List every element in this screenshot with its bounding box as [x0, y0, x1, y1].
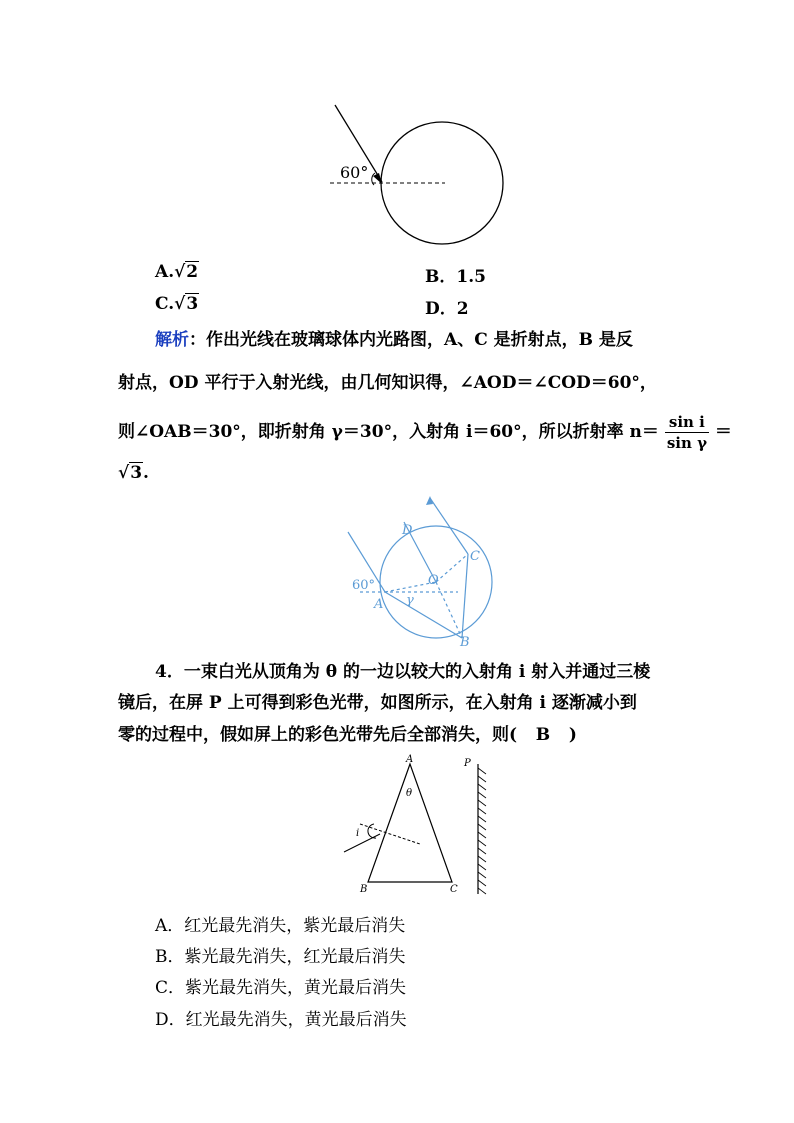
option-b: B．1.5	[425, 267, 486, 287]
svg-text:C: C	[470, 549, 480, 564]
q4-option-a: A．红光最先消失，紫光最后消失	[155, 916, 406, 936]
answer: B	[535, 725, 551, 745]
solution-line-4: √3.	[118, 463, 149, 483]
svg-text:B: B	[360, 884, 368, 895]
prism-figure	[330, 752, 500, 897]
svg-text:B: B	[460, 635, 470, 650]
sphere-figure	[320, 100, 520, 250]
solution-line-2: 射点，OD 平行于入射光线，由几何知识得，∠AOD＝∠COD＝60°，	[118, 373, 657, 393]
svg-text:D: D	[402, 523, 413, 538]
q4-line-2: 镜后，在屏 P 上可得到彩色光带，如图所示，在入射角 i 逐渐减小到	[118, 693, 637, 713]
svg-text:O: O	[428, 573, 439, 588]
svg-text:60°: 60°	[352, 578, 376, 593]
solution-label: 解析	[155, 330, 189, 350]
svg-text:A: A	[374, 597, 384, 612]
svg-text:A: A	[406, 754, 414, 765]
svg-text:P: P	[464, 758, 471, 769]
q4-option-b: B．紫光最先消失，红光最后消失	[155, 947, 406, 967]
q4-option-c: C．紫光最先消失，黄光最后消失	[155, 978, 407, 998]
q4-line-1: 4．一束白光从顶角为 θ 的一边以较大的入射角 i 射入并通过三棱	[155, 662, 651, 682]
svg-text:i: i	[356, 828, 360, 839]
option-c: C.√3	[155, 294, 199, 314]
solution-line-1: 解析：作出光线在玻璃球体内光路图，A、C 是折射点，B 是反	[155, 330, 633, 350]
svg-text:γ: γ	[406, 593, 414, 608]
svg-text:θ: θ	[406, 788, 413, 799]
option-a: A.√2	[155, 262, 199, 282]
angle-label: 60°	[340, 163, 369, 182]
refraction-fraction: $\frac{\text{sin i}}{\text{sin γ}}$	[666, 413, 707, 452]
option-d: D．2	[425, 299, 469, 319]
solution-line-3: 则∠OAB＝30°，即折射角 γ＝30°，入射角 i＝60°，所以折射率 n＝ $\frac{\text{sin i}}{\text{sin γ}}$ ＝	[118, 413, 732, 452]
q4-option-d: D．红光最先消失，黄光最后消失	[155, 1010, 407, 1030]
light-path-figure	[340, 490, 500, 650]
svg-text:C: C	[450, 884, 458, 895]
q4-line-3: 零的过程中，假如屏上的彩色光带先后全部消失，则( B )	[118, 725, 577, 745]
